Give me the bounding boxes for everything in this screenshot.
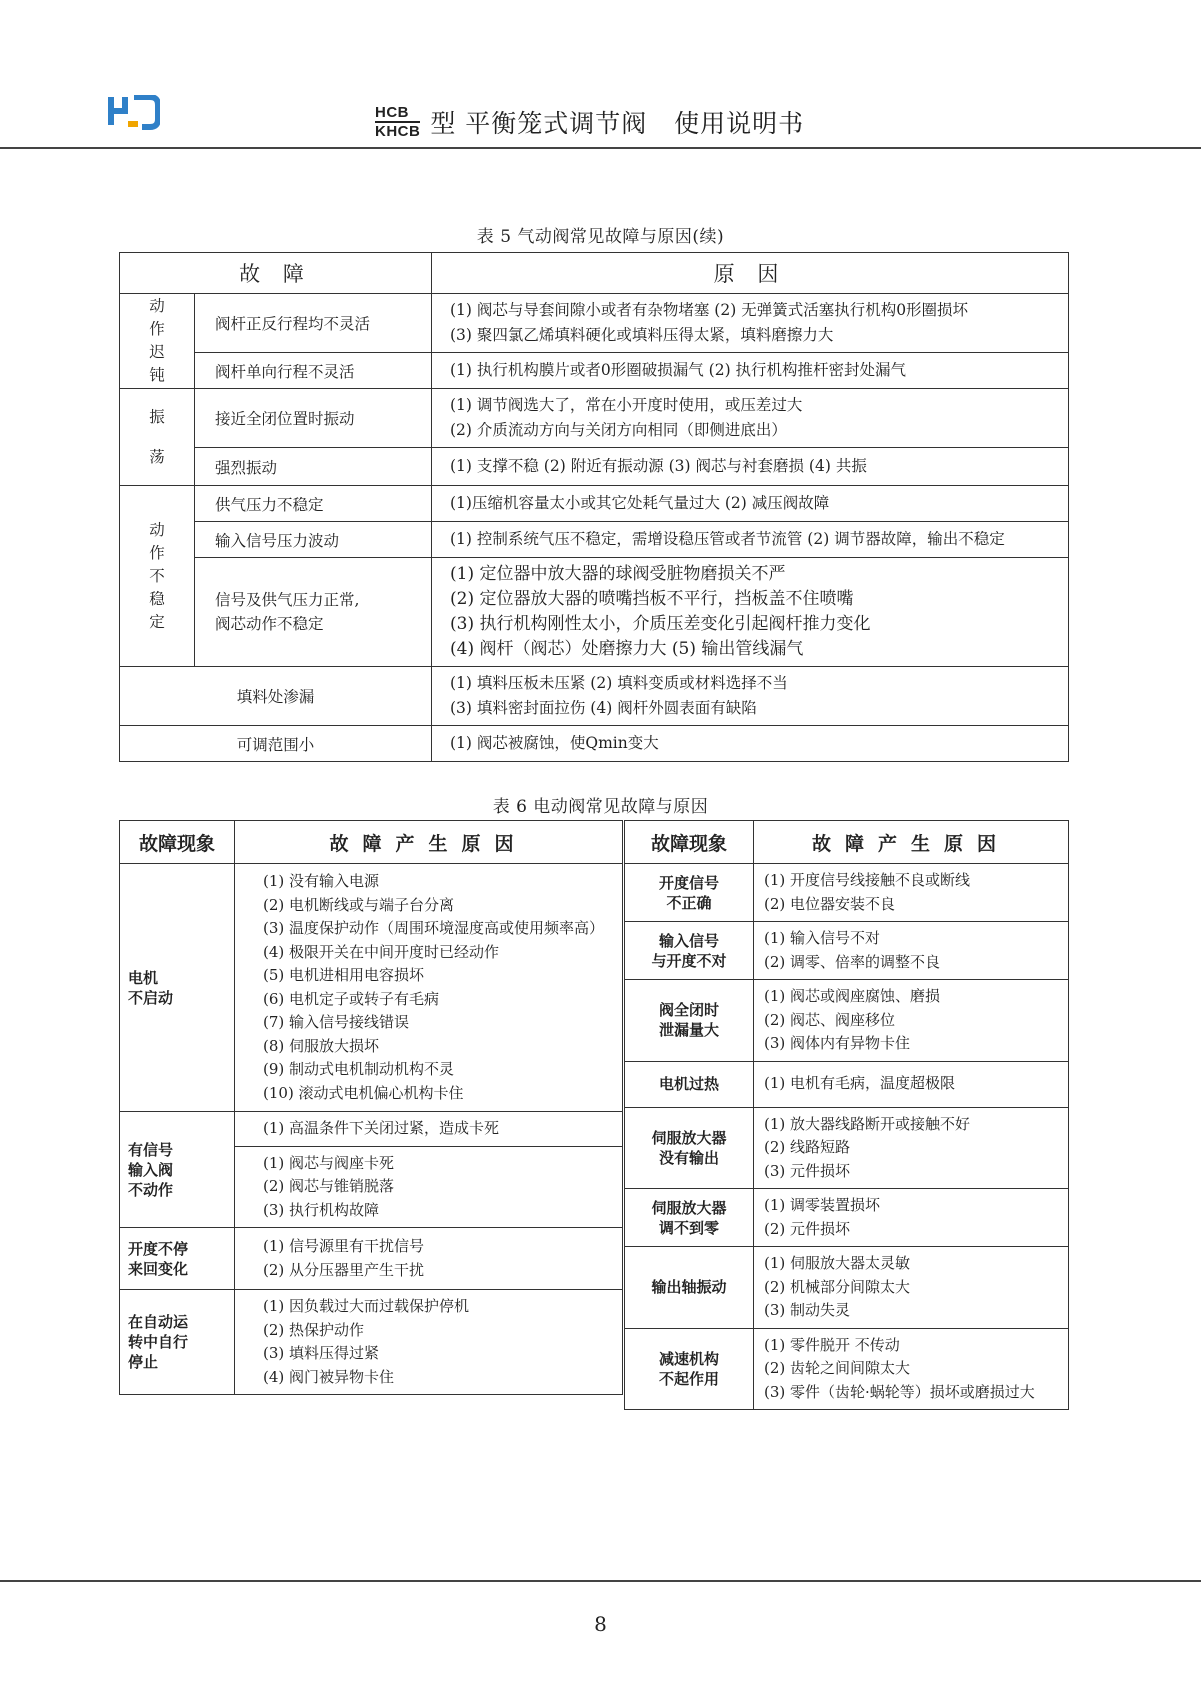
table5 (119, 252, 1069, 762)
cause-cell: (1)压缩机容量太小或其它处耗气量过大 (2) 减压阀故障 (432, 486, 1069, 522)
cat-small-range: 可调范围小 (120, 726, 432, 762)
cause-cell: (1) 阀芯被腐蚀，使Qmin变大 (432, 726, 1069, 762)
cause-cell: (1) 填料压板未压紧 (2) 填料变质或材料选择不当 (3) 填料密封面拉伤 (4) 阀杆外圆表面有缺陷 (432, 667, 1069, 726)
cat-packing-leak: 填料处渗漏 (120, 667, 432, 726)
symptom: 接近全闭位置时振动 (195, 389, 432, 448)
cause-list: (1) 阀芯与阀座卡死 (2) 阀芯与锥销脱落 (3) 执行机构故障 (235, 1146, 623, 1228)
cause-cell: (1) 阀芯与导套间隙小或者有杂物堵塞 (2) 无弹簧式活塞执行机构0形圈损坏 (3) 聚四氯乙烯填料硬化或填料压得太紧，填料磨擦力大 (432, 294, 1069, 353)
phenomenon: 伺服放大器 调不到零 (625, 1189, 754, 1247)
cause-cell: (1) 执行机构膜片或者0形圈破损漏气 (2) 执行机构推杆密封处漏气 (432, 353, 1069, 389)
t6-head-phenomenon: 故障现象 (625, 821, 754, 864)
phenomenon: 有信号 输入阀 不动作 (120, 1112, 235, 1228)
company-logo (108, 95, 160, 131)
cause-list: (1) 放大器线路断开或接触不好 (2) 线路短路 (3) 元件损坏 (754, 1107, 1069, 1189)
t6-head-cause: 故障产生原因 (235, 821, 623, 864)
cause-list: (1) 高温条件下关闭过紧，造成卡死 (235, 1112, 623, 1147)
table6-caption: 表 6 电动阀常见故障与原因 (492, 797, 709, 817)
phenomenon: 开度不停 来回变化 (120, 1228, 235, 1290)
cause-cell: (1) 控制系统气压不稳定，需增设稳压管或者节流管 (2) 调节器故障，输出不稳定 (432, 522, 1069, 558)
cat-slow-action: 动 作 迟 钝 (120, 294, 195, 389)
model-top: HCB (375, 104, 420, 123)
cause-list: (1) 输入信号不对 (2) 调零、倍率的调整不良 (754, 922, 1069, 980)
t6-head-phenomenon: 故障现象 (120, 821, 235, 864)
footer-rule (0, 1580, 1201, 1582)
symptom: 输入信号压力波动 (195, 522, 432, 558)
page-number: 8 (594, 1612, 607, 1636)
cause-cell: (1) 支撑不稳 (2) 附近有振动源 (3) 阀芯与衬套磨损 (4) 共振 (432, 448, 1069, 486)
phenomenon: 输入信号 与开度不对 (625, 922, 754, 980)
table6-left (119, 820, 623, 1395)
phenomenon: 减速机构 不起作用 (625, 1328, 754, 1410)
t6-head-cause: 故障产生原因 (754, 821, 1069, 864)
phenomenon: 阀全闭时 泄漏量大 (625, 980, 754, 1062)
phenomenon: 电机过热 (625, 1061, 754, 1107)
phenomenon: 电机 不启动 (120, 864, 235, 1112)
header-rule (0, 147, 1201, 149)
cause-list: (1) 因负载过大而过载保护停机 (2) 热保护动作 (3) 填料压得过紧 (4) 阀门被异物卡住 (235, 1290, 623, 1395)
table5-head-cause: 原 因 (432, 253, 1069, 294)
document-title (375, 100, 804, 144)
model-bottom: KHCB (375, 123, 421, 140)
cause-list: (1) 没有输入电源 (2) 电机断线或与端子台分离 (3) 温度保护动作（周围环境湿度高或使用频率高） (4) 极限开关在中间开度时已经动作 (5) 电机进相用电容损坏 (6) 电机定子或转子有毛病 (7) 输入信号接线错误 (8) 伺服放大损坏 (9) 制动式电机制动机构不灵 (10) 滚动式电机偏心机构卡住 (235, 864, 623, 1112)
symptom: 阀杆正反行程均不灵活 (195, 294, 432, 353)
table6-right (624, 820, 1069, 1410)
table5-caption: 表 5 气动阀常见故障与原因(续) (476, 227, 725, 247)
symptom: 强烈振动 (195, 448, 432, 486)
cause-list: (1) 电机有毛病，温度超极限 (754, 1061, 1069, 1107)
cause-list: (1) 阀芯或阀座腐蚀、磨损 (2) 阀芯、阀座移位 (3) 阀体内有异物卡住 (754, 980, 1069, 1062)
title-text: 型 平衡笼式调节阀 使用说明书 (430, 109, 805, 138)
phenomenon: 伺服放大器 没有输出 (625, 1107, 754, 1189)
cause-cell: (1) 定位器中放大器的球阀受脏物磨损关不严 (2) 定位器放大器的喷嘴挡板不平行，挡板盖不住喷嘴 (3) 执行机构刚性太小，介质压差变化引起阀杆推力变化 (4) 阀杆（阀芯）处磨擦力大 (5) 输出管线漏气 (432, 558, 1069, 667)
phenomenon: 在自动运 转中自行 停止 (120, 1290, 235, 1395)
cause-list: (1) 信号源里有干扰信号 (2) 从分压器里产生干扰 (235, 1228, 623, 1290)
phenomenon: 开度信号 不正确 (625, 864, 754, 922)
cat-oscillation: 振 荡 (120, 389, 195, 486)
phenomenon: 输出轴振动 (625, 1247, 754, 1329)
cause-list: (1) 零件脱开 不传动 (2) 齿轮之间间隙太大 (3) 零件（齿轮·蜗轮等）损坏或磨损过大 (754, 1328, 1069, 1410)
cause-cell: (1) 调节阀选大了，常在小开度时使用，或压差过大 (2) 介质流动方向与关闭方向相同（即侧进底出） (432, 389, 1069, 448)
cause-list: (1) 伺服放大器太灵敏 (2) 机械部分间隙太大 (3) 制动失灵 (754, 1247, 1069, 1329)
model-code (375, 104, 420, 140)
table5-head-fault: 故 障 (120, 253, 432, 294)
symptom: 信号及供气压力正常, 阀芯动作不稳定 (195, 558, 432, 667)
symptom: 供气压力不稳定 (195, 486, 432, 522)
page-header (0, 0, 1201, 150)
cause-list: (1) 开度信号线接触不良或断线 (2) 电位器安装不良 (754, 864, 1069, 922)
cat-unstable-action: 动 作 不 稳 定 (120, 486, 195, 667)
symptom: 阀杆单向行程不灵活 (195, 353, 432, 389)
cause-list: (1) 调零装置损坏 (2) 元件损坏 (754, 1189, 1069, 1247)
